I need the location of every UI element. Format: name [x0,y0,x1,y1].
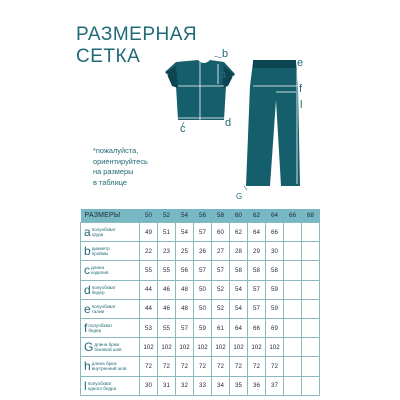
value-cell: 44 [140,299,158,318]
desc-line: длина брюк [94,342,120,348]
value-cell: 52 [212,299,230,318]
desc-line: полуобхват [91,227,116,233]
value-cell: 102 [230,338,248,357]
value-cell [284,338,302,357]
table-row [81,223,320,242]
value-cell: 54 [176,223,194,242]
value-cell: 59 [266,280,284,299]
measurement-letter: a [84,225,91,240]
value-cell [302,338,320,357]
measurement-letter: b [84,244,91,259]
value-cell: 59 [194,318,212,337]
value-cell: 31 [158,376,176,395]
value-cell [302,242,320,261]
note-line: ориентируйтесь [93,156,148,166]
value-cell: 46 [158,299,176,318]
measurement-label [81,338,140,357]
desc-line: длина брюк [91,361,117,367]
label-l: l [300,99,303,111]
value-cell [284,242,302,261]
value-cell: 27 [212,242,230,261]
table-header-row [81,209,320,223]
measurement-letter: e [84,301,91,316]
desc-line: длина [91,265,105,271]
measurement-label [81,280,140,299]
label-a: a [220,69,227,81]
value-cell: 61 [212,318,230,337]
value-cell: 72 [230,357,248,376]
measurement-label [81,318,140,337]
desc-line: талии [91,308,105,314]
value-cell: 72 [194,357,212,376]
note-text [93,146,148,188]
value-cell: 55 [158,318,176,337]
value-cell: 57 [248,299,266,318]
value-cell: 58 [266,261,284,280]
value-cell: 30 [140,376,158,395]
measurement-letter: l [84,378,87,393]
size-header: 66 [284,209,302,223]
value-cell: 49 [140,223,158,242]
measurement-label [81,242,140,261]
measurement-label [81,223,140,242]
value-cell: 59 [266,299,284,318]
value-cell: 22 [140,242,158,261]
measurement-desc [88,381,116,391]
value-cell: 102 [248,338,266,357]
value-cell: 23 [158,242,176,261]
value-cell: 58 [230,261,248,280]
value-cell: 72 [248,357,266,376]
value-cell: 26 [194,242,212,261]
value-cell: 102 [212,338,230,357]
label-e: e [297,57,304,69]
title-line-1: РАЗМЕРНАЯ [76,24,198,45]
desc-line: проймы [91,251,109,257]
desc-line: полуобхват [91,303,116,309]
note-line: в таблице [93,177,127,187]
label-f: f [299,83,303,95]
label-c: c [180,123,186,135]
value-cell [302,261,320,280]
measurement-desc [94,342,121,352]
size-header: 52 [158,209,176,223]
measurement-letter: h [84,359,91,374]
table-row [81,242,320,261]
measurement-desc [88,323,112,333]
table-row [81,261,320,280]
value-cell: 72 [158,357,176,376]
table-row [81,280,320,299]
table-row [81,318,320,337]
value-cell: 35 [230,376,248,395]
value-cell: 62 [230,223,248,242]
measurement-label [81,261,140,280]
measurement-label [81,357,140,376]
top-figure [165,56,235,126]
value-cell [302,223,320,242]
pants-figure [244,60,303,190]
size-header: 58 [212,209,230,223]
value-cell: 46 [158,280,176,299]
value-cell: 50 [194,280,212,299]
value-cell: 48 [176,280,194,299]
value-cell: 57 [194,261,212,280]
desc-line: изделия [91,270,109,276]
value-cell [284,280,302,299]
value-cell: 54 [230,299,248,318]
value-cell [302,299,320,318]
desc-line: полуобхват [87,380,112,386]
value-cell: 57 [176,318,194,337]
value-cell: 55 [158,261,176,280]
desc-line: бедер [91,289,105,295]
value-cell: 55 [140,261,158,280]
value-cell [302,357,320,376]
value-cell: 72 [176,357,194,376]
value-cell: 54 [230,280,248,299]
measurement-desc [91,265,108,275]
desc-line: внутренний шов [91,366,127,372]
value-cell: 57 [194,223,212,242]
size-table [80,209,319,394]
label-b: b [222,48,229,60]
value-cell: 37 [266,376,284,395]
size-header: 68 [302,209,320,223]
value-cell: 58 [248,261,266,280]
desc-line: груди [91,232,104,238]
value-cell: 66 [266,223,284,242]
value-cell: 30 [266,242,284,261]
value-cell [284,376,302,395]
note-line: *пожалуйста, [93,146,139,155]
measurement-label [81,299,140,318]
measurement-desc [92,227,116,237]
title-line-2: СЕТКА [76,46,141,67]
value-cell: 44 [140,280,158,299]
desc-line: одного бедра [87,385,117,391]
value-cell: 66 [248,318,266,337]
size-header: 54 [176,209,194,223]
value-cell [284,357,302,376]
measurement-desc [92,304,116,314]
value-cell: 28 [230,242,248,261]
measurement-desc [92,246,110,256]
value-cell: 33 [194,376,212,395]
table-row [81,357,320,376]
desc-line: боковой шов [94,347,122,353]
value-cell [302,280,320,299]
measurement-desc [92,361,127,371]
value-cell [302,376,320,395]
size-header: 60 [230,209,248,223]
value-cell: 102 [266,338,284,357]
value-cell: 50 [194,299,212,318]
value-cell [284,299,302,318]
desc-line: полуобхват [91,284,116,290]
value-cell: 102 [140,338,158,357]
value-cell: 34 [212,376,230,395]
value-cell: 56 [176,261,194,280]
value-cell: 32 [176,376,194,395]
label-g: G [236,192,243,201]
header-label: РАЗМЕРЫ [81,209,140,223]
value-cell: 72 [140,357,158,376]
value-cell: 102 [158,338,176,357]
measurement-letter: G [84,340,94,355]
value-cell [284,318,302,337]
value-cell: 36 [248,376,266,395]
value-cell [302,318,320,337]
measurement-letter: f [84,321,88,336]
value-cell: 72 [212,357,230,376]
value-cell: 53 [140,318,158,337]
value-cell: 69 [266,318,284,337]
measurement-desc [92,285,116,295]
value-cell: 102 [176,338,194,357]
value-cell: 52 [212,280,230,299]
size-header: 50 [140,209,158,223]
value-cell: 48 [176,299,194,318]
table-row [81,376,320,395]
desc-line: бедер [88,328,102,334]
value-cell: 57 [248,280,266,299]
value-cell: 51 [158,223,176,242]
measurement-letter: c [84,263,90,278]
value-cell: 102 [194,338,212,357]
value-cell: 72 [266,357,284,376]
measurement-label [81,376,140,395]
size-header: 64 [266,209,284,223]
size-header: 56 [194,209,212,223]
value-cell: 60 [212,223,230,242]
size-header: 62 [248,209,266,223]
value-cell: 64 [248,223,266,242]
label-d: d [225,117,232,129]
value-cell [284,223,302,242]
value-cell: 64 [230,318,248,337]
desc-line: диаметр [91,246,110,252]
value-cell: 29 [248,242,266,261]
note-line: на размеры [93,167,134,176]
table-row [81,338,320,357]
value-cell: 25 [176,242,194,261]
desc-line: полуобхват [88,323,113,329]
value-cell: 57 [212,261,230,280]
table-row [81,299,320,318]
value-cell [284,261,302,280]
measurement-letter: d [84,282,91,297]
